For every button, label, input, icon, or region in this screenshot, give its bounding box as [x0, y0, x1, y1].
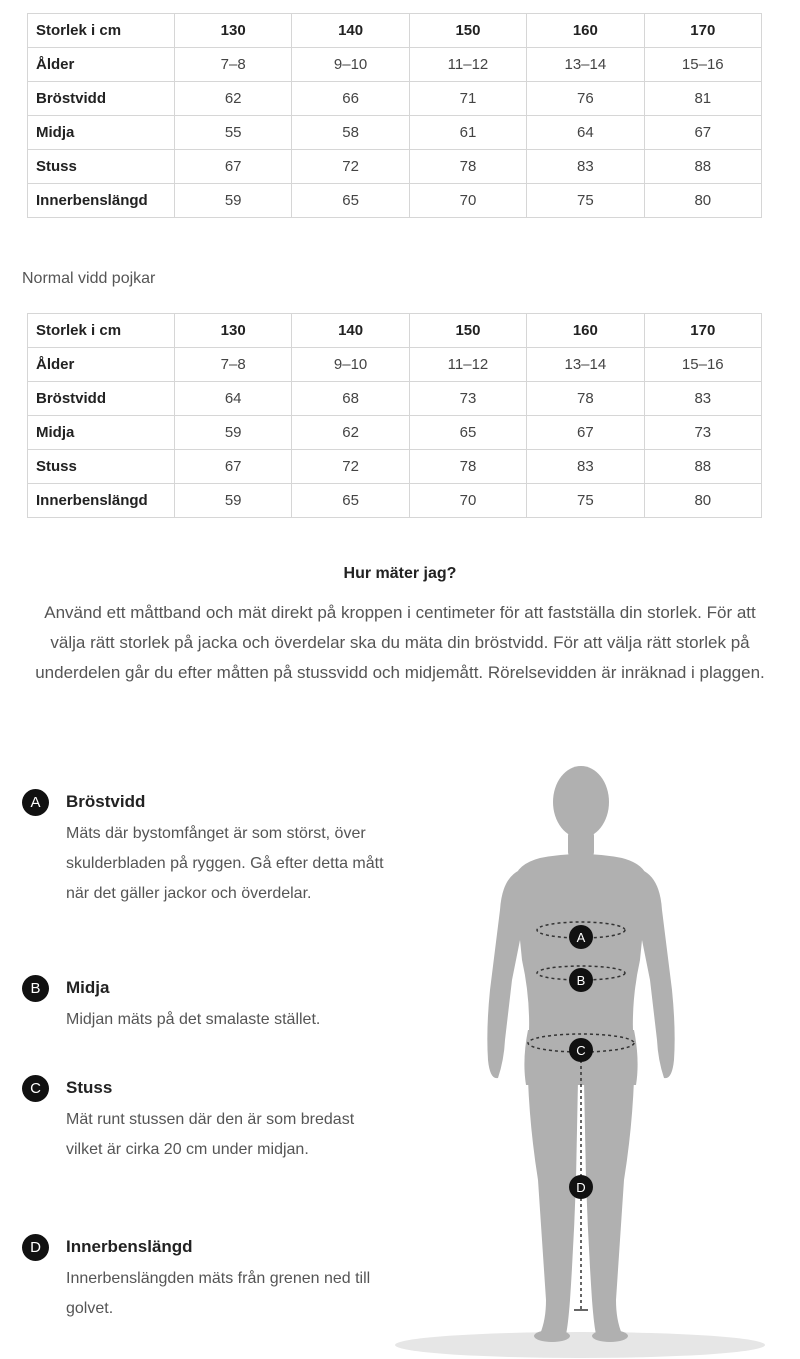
table-header-row — [28, 14, 762, 48]
table-cell: 70 — [409, 484, 526, 518]
table-cell: 9–10 — [292, 348, 409, 382]
row-label: Ålder — [28, 48, 175, 82]
row-label: Midja — [28, 116, 175, 150]
table-cell: 67 — [644, 116, 761, 150]
svg-text:D: D — [576, 1180, 586, 1195]
measure-title: Innerbenslängd — [66, 1237, 193, 1256]
table-cell: 71 — [409, 82, 526, 116]
table-row — [28, 382, 762, 416]
svg-text:C: C — [576, 1043, 586, 1058]
row-label: Bröstvidd — [28, 382, 175, 416]
marker-b — [569, 968, 593, 992]
size-table-girls — [27, 13, 762, 218]
table-cell: 78 — [409, 150, 526, 184]
table-cell: 70 — [409, 184, 526, 218]
table-row — [28, 184, 762, 218]
marker-a — [569, 925, 593, 949]
letter-badge: A — [22, 789, 49, 816]
size-table-boys — [27, 313, 762, 518]
table-header-cell: 160 — [527, 14, 644, 48]
measure-description: Midjan mäts på det smalaste stället. — [66, 1011, 321, 1028]
table-cell: 78 — [409, 450, 526, 484]
section-subheading: Normal vidd pojkar — [22, 270, 156, 287]
row-label: Innerbenslängd — [28, 184, 175, 218]
table-cell: 75 — [527, 484, 644, 518]
marker-d — [569, 1175, 593, 1199]
table-header-cell: Storlek i cm — [28, 14, 175, 48]
table-cell: 58 — [292, 116, 409, 150]
table-row — [28, 484, 762, 518]
table-cell: 65 — [292, 184, 409, 218]
svg-text:A: A — [576, 930, 586, 945]
table-cell: 72 — [292, 150, 409, 184]
table-header-row — [28, 314, 762, 348]
table-cell: 67 — [175, 450, 292, 484]
measure-title: Midja — [66, 978, 110, 997]
row-label: Midja — [28, 416, 175, 450]
row-label: Ålder — [28, 348, 175, 382]
svg-text:B: B — [576, 973, 586, 988]
table-cell: 72 — [292, 450, 409, 484]
table-cell: 80 — [644, 184, 761, 218]
table-cell: 80 — [644, 484, 761, 518]
table-cell: 55 — [175, 116, 292, 150]
table-cell: 67 — [175, 150, 292, 184]
table-cell: 67 — [527, 416, 644, 450]
howto-text: Använd ett måttband och mät direkt på kroppen i centimeter för att fastställa din storlek. För att välja rätt storlek på jacka och överdelar ska du mäta din bröstvidd. För att välja rätt storlek på underdelen går du efter måtten på stussvidd och midjemått. Rörelsevidden är inräknad i plaggen. — [35, 603, 765, 682]
row-label: Stuss — [28, 150, 175, 184]
table-cell: 15–16 — [644, 48, 761, 82]
table-cell: 7–8 — [175, 48, 292, 82]
table-cell: 83 — [527, 150, 644, 184]
table-header-cell: 140 — [292, 314, 409, 348]
table-row — [28, 416, 762, 450]
table-cell: 11–12 — [409, 348, 526, 382]
table-cell: 88 — [644, 450, 761, 484]
table-header-cell: 130 — [175, 14, 292, 48]
table-cell: 68 — [292, 382, 409, 416]
letter-badge: B — [22, 975, 49, 1002]
table-cell: 13–14 — [527, 348, 644, 382]
table-cell: 61 — [409, 116, 526, 150]
table-row — [28, 82, 762, 116]
measure-title: Stuss — [66, 1078, 113, 1097]
table-header-cell: 130 — [175, 314, 292, 348]
table-row — [28, 450, 762, 484]
floor-shadow — [395, 1332, 765, 1358]
table-cell: 83 — [644, 382, 761, 416]
row-label: Innerbenslängd — [28, 484, 175, 518]
table-cell: 62 — [292, 416, 409, 450]
table-cell: 76 — [527, 82, 644, 116]
table-row — [28, 150, 762, 184]
table-cell: 64 — [175, 382, 292, 416]
table-cell: 64 — [527, 116, 644, 150]
table-cell: 62 — [175, 82, 292, 116]
table-row — [28, 48, 762, 82]
howto-title: Hur mäter jag? — [343, 565, 457, 582]
letter-badge: C — [22, 1075, 49, 1102]
table-cell: 88 — [644, 150, 761, 184]
table-header-cell: Storlek i cm — [28, 314, 175, 348]
table-cell: 65 — [292, 484, 409, 518]
letter-badge: D — [22, 1234, 49, 1261]
table-cell: 73 — [644, 416, 761, 450]
row-label: Stuss — [28, 450, 175, 484]
table-cell: 13–14 — [527, 48, 644, 82]
table-cell: 66 — [292, 82, 409, 116]
table-cell: 9–10 — [292, 48, 409, 82]
table-cell: 78 — [527, 382, 644, 416]
table-cell: 59 — [175, 416, 292, 450]
measure-description: Mät runt stussen där den är som bredast vilket är cirka 20 cm under midjan. — [66, 1111, 355, 1158]
table-cell: 15–16 — [644, 348, 761, 382]
table-cell: 83 — [527, 450, 644, 484]
table-row — [28, 116, 762, 150]
body-measurement-figure — [390, 760, 800, 1359]
table-cell: 65 — [409, 416, 526, 450]
measure-description: Mäts där bystomfånget är som störst, över skulderbladen på ryggen. Gå efter detta mått när det gäller jackor och överdelar. — [66, 825, 384, 902]
table-cell: 75 — [527, 184, 644, 218]
marker-c — [569, 1038, 593, 1062]
table-header-cell: 160 — [527, 314, 644, 348]
measure-description: Innerbenslängden mäts från grenen ned till golvet. — [66, 1270, 371, 1317]
table-cell: 81 — [644, 82, 761, 116]
table-header-cell: 150 — [409, 14, 526, 48]
table-row — [28, 348, 762, 382]
row-label: Bröstvidd — [28, 82, 175, 116]
table-cell: 7–8 — [175, 348, 292, 382]
table-header-cell: 170 — [644, 14, 761, 48]
measure-title: Bröstvidd — [66, 792, 146, 811]
table-cell: 59 — [175, 484, 292, 518]
table-header-cell: 140 — [292, 14, 409, 48]
table-cell: 59 — [175, 184, 292, 218]
table-cell: 73 — [409, 382, 526, 416]
table-cell: 11–12 — [409, 48, 526, 82]
table-header-cell: 150 — [409, 314, 526, 348]
table-header-cell: 170 — [644, 314, 761, 348]
